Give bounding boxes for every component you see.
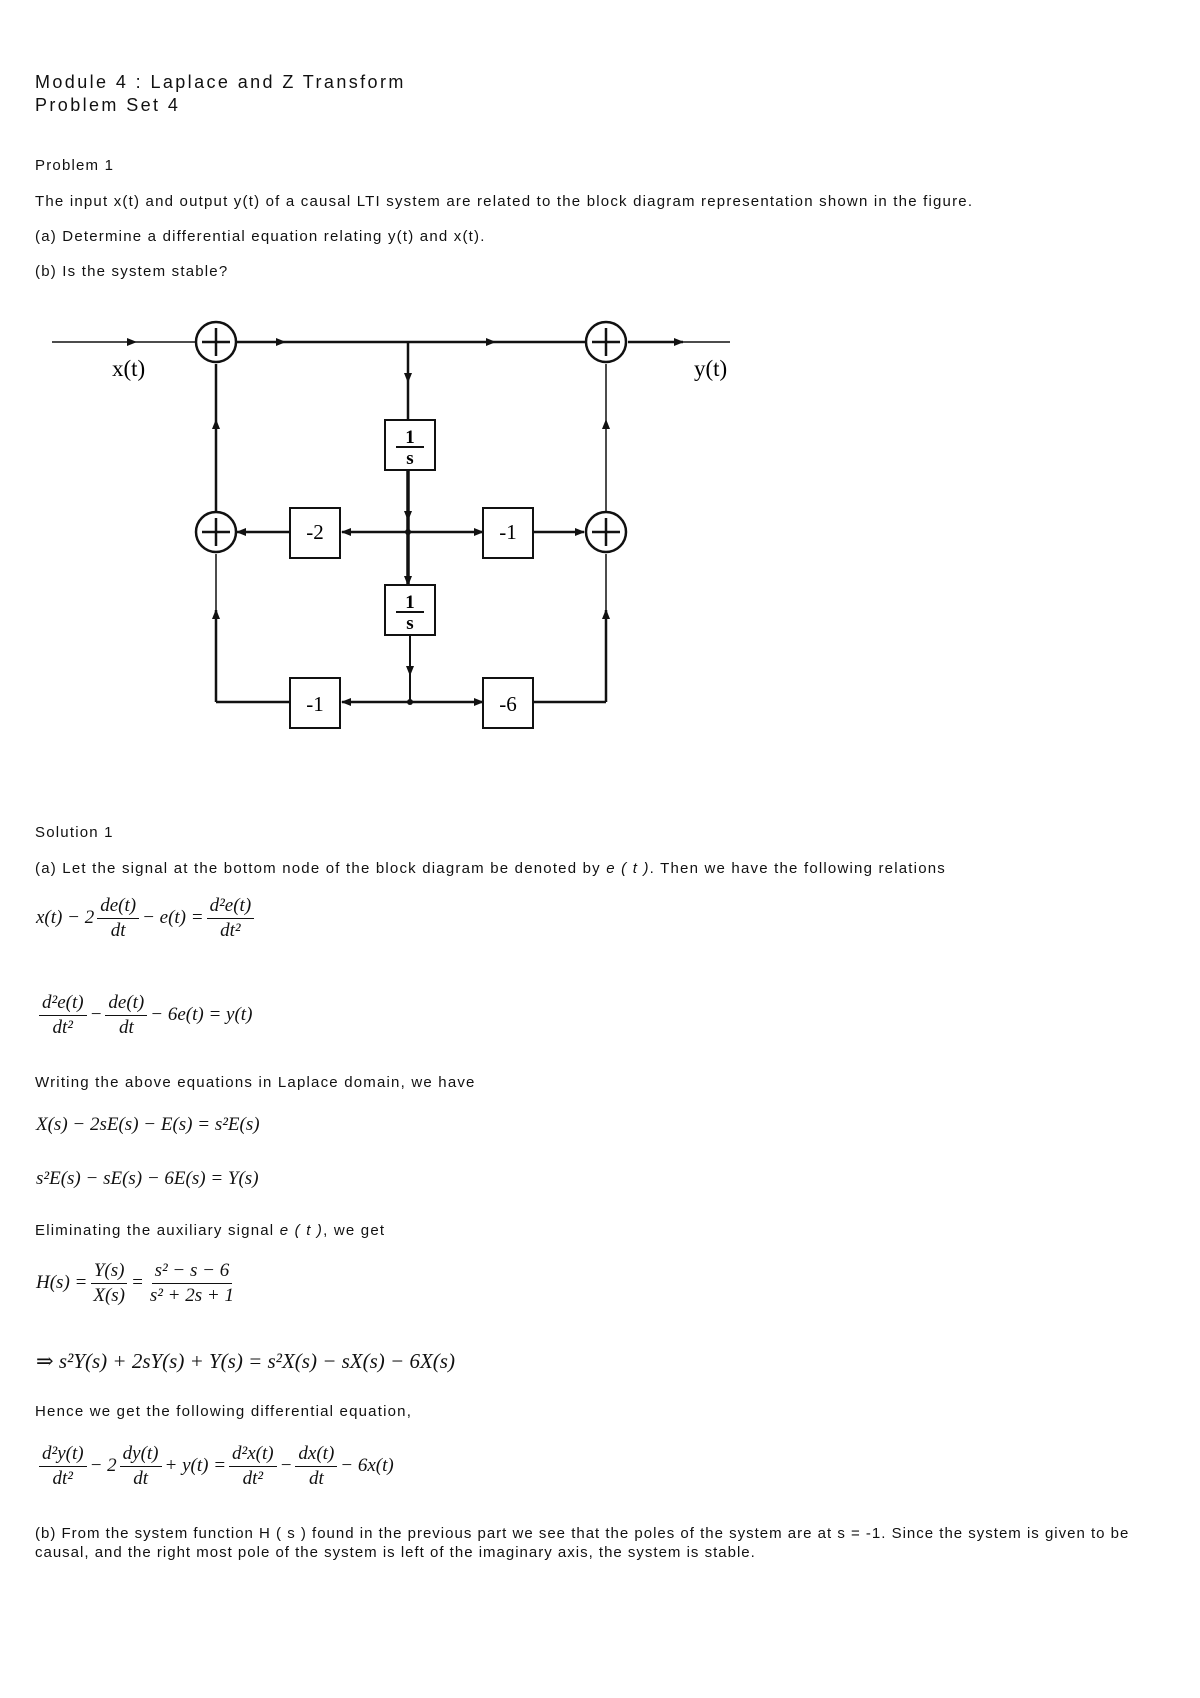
gain-block-left-bottom [290,678,340,728]
integrator-bottom-num: 1 [405,592,415,613]
gain-left-bottom-value: -1 [306,692,324,716]
signal-e-t: e ( t ) [606,860,650,877]
junction-mid [405,529,411,535]
solution-intro: (a) Let the signal at the bottom node of the block diagram be denoted by e ( t ). Then we have the following relations [35,860,946,877]
gain-block-right-mid [483,508,533,558]
gain-left-mid-value: -2 [306,520,324,544]
solution-title: Solution 1 [35,824,114,841]
integrator-bottom-den: s [406,613,414,634]
differential-equation: $\frac{\text{d²y(t)}}{\text{dt²}}$ − 2 $\frac{dy(t)}{dt}$ + y(t) = $\frac{\text{d²x(t)}}{\text{dt²}}$ − $\frac{dx(t)}{dt}$ − 6x(t) [36,1443,394,1490]
equation-4: s²E(s) − sE(s) − 6E(s) = Y(s) [36,1168,259,1189]
module-title: Module 4 : Laplace and Z Transform [35,72,406,92]
gain-block-left-mid [290,508,340,558]
gain-right-mid-value: -1 [499,520,517,544]
integrator-bottom [385,585,435,635]
input-label: x(t) [112,356,146,381]
problem-title: Problem 1 [35,157,115,174]
gain-block-right-bottom [483,678,533,728]
laplace-intro: Writing the above equations in Laplace domain, we have [35,1074,476,1091]
problem-part-a: (a) Determine a differential equation relating y(t) and x(t). [35,228,486,245]
sum-mid-right [586,512,626,552]
gain-right-bottom-value: -6 [499,692,517,716]
equation-1: x(t) − 2 $\frac{de(t)}{dt}$ − e(t) = $\frac{\text{d²e(t)}}{\text{dt²}}$ [36,895,257,942]
sum-top-right [586,322,626,362]
problem-set-title: Problem Set 4 [35,95,181,115]
sum-mid-left [196,512,236,552]
integrator-top-num: 1 [405,427,415,448]
integrator-top [385,420,435,470]
transfer-function: H(s) = $\frac{Y(s)}{X(s)}$ = $\frac{\text{s² − s − 6}}{\text{s² + 2s + 1}}$ [36,1260,234,1306]
sum-top-left [196,322,236,362]
equation-2: $\frac{\text{d²e(t)}}{\text{dt²}}$ − $\frac{de(t)}{dt}$ − 6e(t) = y(t) [36,992,252,1039]
equation-6: ⇒ s²Y(s) + 2sY(s) + Y(s) = s²X(s) − sX(s) − 6X(s) [36,1349,455,1373]
equation-3: X(s) − 2sE(s) − E(s) = s²E(s) [36,1114,260,1135]
output-label: y(t) [694,356,728,381]
block-diagram [0,0,1200,760]
problem-part-b: (b) Is the system stable? [35,263,229,280]
problem-statement: The input x(t) and output y(t) of a causal LTI system are related to the block diagram representation shown in the figure. [35,193,974,210]
eliminate-text: Eliminating the auxiliary signal e ( t ), we get [35,1222,386,1239]
junction-bottom [407,699,413,705]
differential-intro: Hence we get the following differential equation, [35,1403,413,1420]
integrator-top-den: s [406,448,414,469]
solution-part-b: (b) From the system function H ( s ) found in the previous part we see that the poles of the system are at s = -1. Since the system is given to be causal, and the right most pole of the system is left of the imaginary axis, the system is stable. [35,1525,1130,1561]
